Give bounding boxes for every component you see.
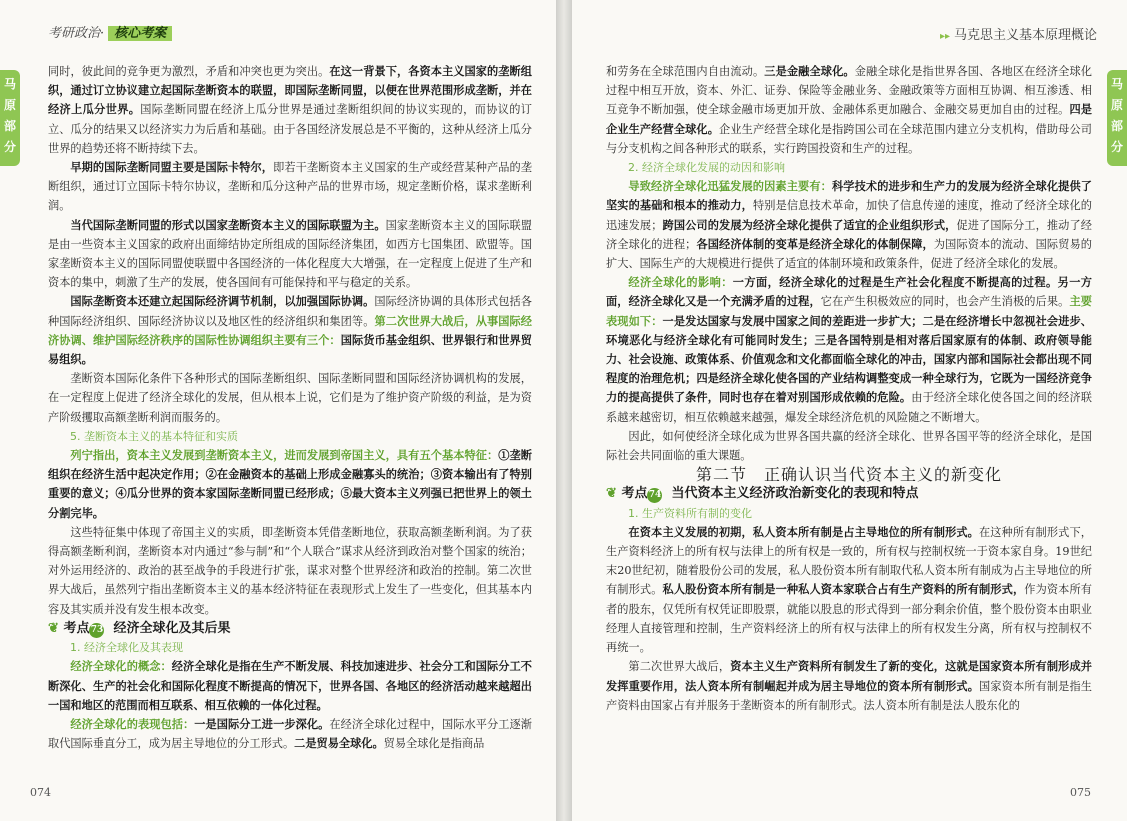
double-arrow-icon: ▸▸: [939, 31, 950, 42]
paragraph: 当代国际垄断同盟的形式以国家垄断资本主义的国际联盟为主。国家垄断资本主义的国际联盟是由一些资本主义国家的政府出面缔结协定所组成的国际经济集团，如西方七国集团、欧盟等。国家垄断资本主义的国际同盟使联盟中各国经济的一体化程度大大增强，在一定程度上促进了生产和资本的集中，刺激了生产的发展，使各国间有可能保持和平与稳定的关系。: [48, 217, 532, 290]
subheading: 2. 经济全球化发展的动因和影响: [628, 161, 785, 175]
paragraph: 垄断资本国际化条件下各种形式的国际垄断组织、国际垄断同盟和国际经济协调机构的发展，在一定程度上促进了经济全球化的发展，但从根本上说，它们是为了维护资产阶级的利益，是为资产阶级攫取高额垄断利润而服务的。: [48, 372, 532, 424]
left-page: [0, 0, 556, 821]
side-tab-right: 马原部分: [1107, 70, 1127, 166]
paragraph: 在资本主义发展的初期，私人资本所有制是占主导地位的所有制形式。在这种所有制形式下，生产资料经济上的所有权与法律上的所有权是一致的，所有权与控制权统一于资本家自身。19世纪末20世纪初，随着股份公司的发展，私人股份资本所有制取代私人资本所有制成为占主导地位的所有制形式。私人股份资本所有制是一种私人资本家联合占有生产资料的所有制形式，作为资本所有者的股东，仅凭所有权凭证即股票，就能以股息的形式得到一部分剩余价值，整个股份资本由职业经理人直接管理和控制，生产资料经济上的所有权与法律上的所有权发生分离，所有权与控制权不再统一。: [606, 524, 1092, 655]
book-gutter: [556, 0, 572, 821]
right-header: ▸▸ 马克思主义基本原理概论: [939, 28, 1097, 43]
paragraph: 和劳务在全球范围内自由流动。三是金融全球化。金融全球化是指世界各国、各地区在经济全球化过程中相互开放，资本、外汇、证券、保险等金融业务、金融政策等方面相互协调、相互渗透、相互竞争不断加强，使全球金融市场更加开放、金融体系更加融合、金融交易更加自由的过程。四是企业生产经营全球化。企业生产经营全球化是指跨国公司在全球范围内建立分支机构，借助母公司与分支机构之间各种形式的联系，实行跨国投资和生产的过程。: [606, 64, 1092, 155]
paragraph: 因此，如何使经济全球化成为世界各国共赢的经济全球化、世界各国平等的经济全球化，是国际社会共同面临的重大课题。: [606, 429, 1092, 463]
paragraph: 国际垄断资本还建立起国际经济调节机制，以加强国际协调。国际经济协调的具体形式包括各种国际经济组织、国际经济协议以及地区性的经济组织和集团等。第二次世界大战后，从事国际经济协调、维护国际经济秩序的国际性协调组织主要有三个：国际货币基金组织、世界银行和世界贸易组织。: [48, 294, 532, 367]
leaf-icon: ❦: [48, 620, 59, 636]
paragraph: 这些特征集中体现了帝国主义的实质，即垄断资本凭借垄断地位，获取高额垄断利润。为了获得高额垄断利润，垄断资本对内通过“参与制”和“个人联合”谋求从经济到政治对整个国家的统治；对外运用经济的、政治的甚至战争的手段进行扩张，谋求对整个世界经济和政治的控制。第二次世界大战后，虽然列宁指出垄断资本主义的基本经济特征在表现形式上发生了一些变化，但其基本内容及其实质并没有发生根本改变。: [48, 525, 532, 616]
paragraph: 导致经济全球化迅猛发展的因素主要有：科学技术的进步和生产力的发展为经济全球化提供了坚实的基础和根本的推动力，特别是信息技术革命，加快了信息传递的速度，推动了经济全球化的迅速发展；跨国公司的发展为经济全球化提供了适宜的企业组织形式，促进了国际分工，推动了经济全球化的进程；各国经济体制的变革是经济全球化的体制保障，为国际资本的流动、国际贸易的扩大、国际生产的大规模进行提供了适宜的体制环境和政策条件，促进了经济全球化的发展。: [606, 179, 1092, 271]
paragraph: 列宁指出，资本主义发展到垄断资本主义，进而发展到帝国主义，具有五个基本特征：①垄断组织在经济生活中起决定作用；②在金融资本的基础上形成金融寡头的统治；③资本输出有了特别重要的意义；④瓜分世界的资本家国际垄断同盟已经形成；⑤最大资本主义列强已把世界上的领土分割完毕。: [48, 448, 532, 520]
paragraph: 早期的国际垄断同盟主要是国际卡特尔，即若干垄断资本主义国家的生产或经营某种产品的垄断组织，通过订立国际卡特尔协议，垄断和瓜分这种产品的世界市场，规定垄断价格，谋求垄断利润。: [48, 160, 532, 213]
paragraph: 经济全球化的影响：一方面，经济全球化的过程是生产社会化程度不断提高的过程。另一方面，经济全球化又是一个充满矛盾的过程，它在产生积极效应的同时，也会产生消极的后果。主要表现如下：一是发达国家与发展中国家之间的差距进一步扩大；二是在经济增长中忽视社会进步、环境恶化与经济全球化有可能同时发生；三是各国特别是相对落后国家原有的体制、政府领导能力、社会设施、政策体系、价值观念和文化都面临全球化的冲击，国家内部和国际社会都出现不同程度的治理危机；四是经济全球化使各国的产业结构调整变成一种全球行为，它既为一国经济竞争力的提高提供了条件，同时也存在着对别国形成依赖的危险。由于经济全球化使各国之间的经济联系越来越密切，相互依赖越来越强，爆发全球经济危机的风险随之不断增大。: [606, 275, 1092, 424]
right-page: [572, 0, 1127, 821]
left-text-body: [48, 62, 532, 753]
page-number-right: 075: [1070, 786, 1091, 799]
section-title: 第二节 正确认识当代资本主义的新变化: [695, 465, 1002, 485]
subheading: 5. 垄断资本主义的基本特征和实质: [70, 429, 238, 443]
header-brand: 核心考案: [108, 26, 172, 41]
subheading: 1. 生产资料所有制的变化: [628, 506, 752, 520]
left-header: [48, 22, 172, 41]
kaodian-heading: ❦ 考点73 经济全球化及其后果: [48, 620, 231, 636]
page-number-left: 074: [30, 786, 51, 799]
paragraph: 经济全球化的表现包括：一是国际分工进一步深化。在经济全球化过程中，国际水平分工逐渐取代国际垂直分工，成为居主导地位的分工形式。二是贸易全球化。贸易全球化是指商品: [48, 716, 532, 751]
right-text-body: [606, 62, 1092, 715]
subheading: 1. 经济全球化及其表现: [70, 641, 183, 655]
kaodian-heading: ❦ 考点74 当代资本主义经济政治新变化的表现和特点: [606, 486, 919, 502]
leaf-icon: ❦: [606, 486, 617, 502]
header-series: 考研政治·: [48, 26, 105, 41]
paragraph: 经济全球化的概念：经济全球化是指在生产不断发展、科技加速进步、社会分工和国际分工不断深化、生产的社会化和国际化程度不断提高的情况下，世界各国、各地区的经济活动越来越超出一国和地区的范围而相互联系、相互依赖的一体化过程。: [48, 659, 532, 712]
side-tab-left: 马原部分: [0, 70, 20, 166]
paragraph: 同时，彼此间的竞争更为激烈，矛盾和冲突也更为突出。在这一背景下，各资本主义国家的垄断组织，通过订立协议建立起国际垄断资本的联盟，即国际垄断同盟，以便在世界范围形成垄断，并在经济上瓜分世界。国际垄断同盟在经济上瓜分世界是通过垄断组织间的协议实现的，而协议的订立、瓜分的结果又以经济实力为后盾和基础。由于各国经济发展总是不平衡的，这种从经济上瓜分世界的趋势还将不断持续下去。: [48, 64, 532, 155]
paragraph: 第二次世界大战后，资本主义生产资料所有制发生了新的变化，这就是国家资本所有制形成并发挥重要作用，法人资本所有制崛起并成为居主导地位的资本所有制形式。国家资本所有制是指生产资料由国家占有并服务于垄断资本的所有制形式。法人资本所有制是法人股东化的: [606, 659, 1092, 712]
